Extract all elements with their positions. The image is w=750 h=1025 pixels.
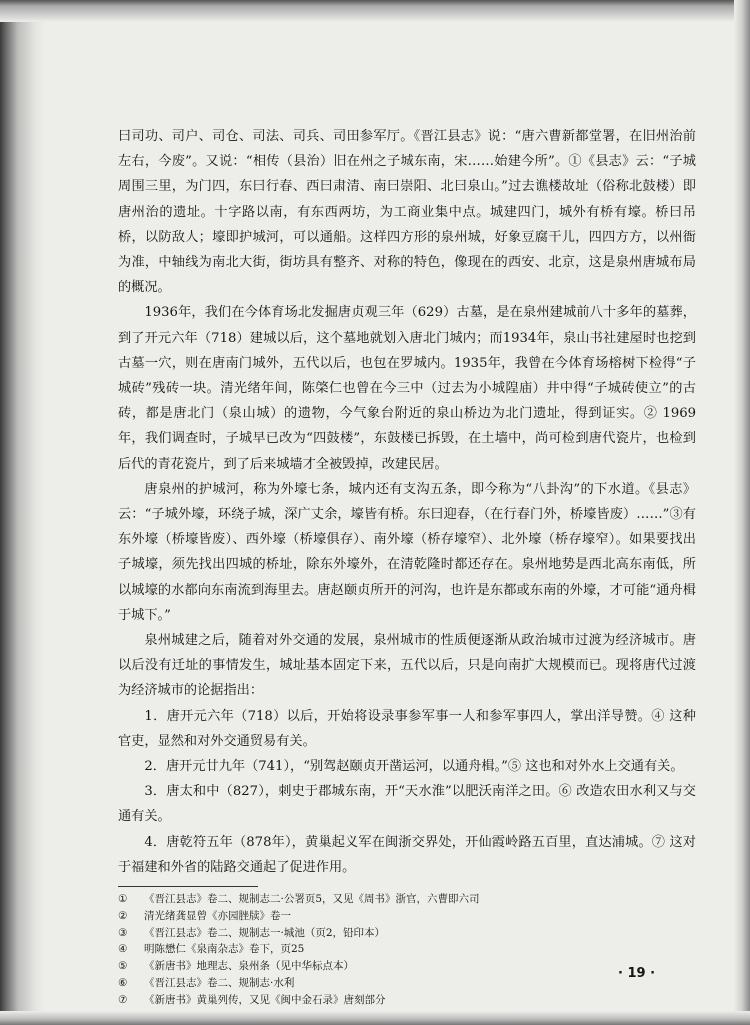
footnote-text: 《晋江县志》卷二、规制志二·公署页5，又见《周书》浙官，六曹即六司 [144, 893, 480, 906]
footnote-marker: ① [118, 893, 128, 906]
body-paragraph-continued: 曰司功、司户、司仓、司法、司兵、司田参军厅。《晋江县志》说：“唐六曹新都堂署，在旧州治前左右，今废”。又说：“相传（县治）旧在州之子城东南，宋……始建今所”。①《县志》云：“子城周围三里，为门四，东曰行春、西曰肃清、南曰崇阳、北曰泉山。”过去谯楼故址（俗称北鼓楼）即唐州治的遗址。十字路以南，有东西两坊，为工商业集中点。城建四门，城外有桥有壕。桥曰吊桥，以防敌人；壕即护城河，可以通船。这样四方形的泉州城，好象豆腐干儿，四四方方，以州衙为准，中轴线为南北大街，街坊具有整齐、对称的特色，像现在的西安、北京，这是泉州唐城布局的概况。 [118, 129, 696, 296]
numbered-point-3: 3．唐太和中（827），刺史于郡城东南，开“天水淮”以肥沃南洋之田。⑥ 改造农田水利又与交通有关。 [118, 784, 696, 825]
footnote-item [118, 992, 696, 1009]
footnote-item [118, 891, 696, 908]
page-body [118, 124, 696, 1009]
scan-shadow-top [0, 0, 750, 22]
scan-shadow-left [0, 0, 44, 1025]
footnote-text: 《晋江县志》卷二、规制志·水利 [144, 977, 295, 990]
footnote-text: 《晋江县志》卷二、规制志一·城池（页2，铅印本） [144, 926, 386, 939]
footnote-marker: ④ [118, 943, 128, 956]
footnote-marker: ⑦ [118, 993, 128, 1006]
footnote-item [118, 925, 696, 942]
footnote-item [118, 908, 696, 925]
footnote-item [118, 941, 696, 958]
footnotes [118, 891, 696, 1009]
body-paragraph-tomb-excavation: 1936年，我们在今体育场北发掘唐贞观三年（629）古墓，是在泉州建城前八十多年的墓葬，到了开元六年（718）建城以后，这个墓地就划入唐北门城内；而1934年，泉山书社建屋时也挖到古墓一穴，则在唐南门城外，五代以后，也包在罗城内。1935年，我曾在今体育场榕树下检得“子城砖”残砖一块。清光绪年间，陈棨仁也曾在今三中（过去为小城隍庙）井中得“子城砖使立”的古砖，都是唐北门（泉山城）的遗物，今气象台附近的泉山桥边为北门遗址，得到证实。② 1969年，我们调查时，子城早已改为“四鼓楼”，东鼓楼已拆毁，在土墙中，尚可检到唐代瓷片，也检到后代的青花瓷片，到了后来城墙才全被毁掉，改建民居。 [118, 305, 696, 472]
footnote-marker: ③ [118, 926, 128, 939]
numbered-point-1: 1．唐开元六年（718）以后，开始将设录事参军事一人和参军事四人，掌出洋导赞。④ 这种官吏，显然和对外交通贸易有关。 [118, 708, 696, 749]
numbered-point-2: 2．唐开元廿九年（741），“别驾赵颐贞开凿运河，以通舟楫。”⑤ 这也和对外水上交通有关。 [144, 759, 684, 775]
body-paragraph-economic-city: 泉州城建之后，随着对外交通的发展，泉州城市的性质便逐渐从政治城市过渡为经济城市。唐以后没有迁址的事情发生，城址基本固定下来，五代以后，只是向南扩大规模而已。现将唐代过渡为经济城市的论据指出： [118, 633, 696, 699]
footnote-text: 《新唐书》黄巢列传，又见《闽中金石录》唐刻部分 [144, 993, 386, 1006]
footnote-item [118, 958, 696, 975]
body-paragraph-city-moat: 唐泉州的护城河，称为外壕七条，城内还有支沟五条，即今称为“八卦沟”的下水道。《县志》云：“子城外壕，环绕子城，深广丈余，壕皆有桥。东曰迎春，（在行春门外，桥壕皆废）……”③有东外壕（桥壕皆废）、西外壕（桥壕俱存）、南外壕（桥存壕窄）、北外壕（桥存壕窄）。如果要找出子城壕，须先找出四城的桥址，除东外壕外，在清乾隆时都还存在。泉州地势是西北高东南低，所以城壕的水都向东南流到海里去。唐赵颐贞所开的河沟，也许是东都或东南的外壕，才可能“通舟楫于城下。” [118, 481, 696, 623]
numbered-point-4: 4．唐乾符五年（878年），黄巢起义军在闽浙交界处，开仙霞岭路五百里，直达浦城。⑦ 这对于福建和外省的陆路交通起了促进作用。 [118, 834, 696, 875]
footnote-marker: ⑤ [118, 960, 128, 973]
page-number: · 19 · [618, 966, 656, 981]
footnote-text: 明陈懋仁《泉南杂志》卷下，页25 [144, 943, 305, 956]
scan-shadow-right [734, 0, 750, 1025]
scan-shadow-bottom [0, 1011, 750, 1025]
footnote-divider [118, 886, 258, 887]
footnote-marker: ② [118, 909, 128, 922]
footnote-item [118, 975, 696, 992]
footnote-text: 清光绪龚显曾《亦园脞牍》卷一 [144, 909, 291, 922]
footnote-marker: ⑥ [118, 977, 128, 990]
footnote-text: 《新唐书》地理志、泉州条（见中华标点本） [144, 960, 354, 973]
